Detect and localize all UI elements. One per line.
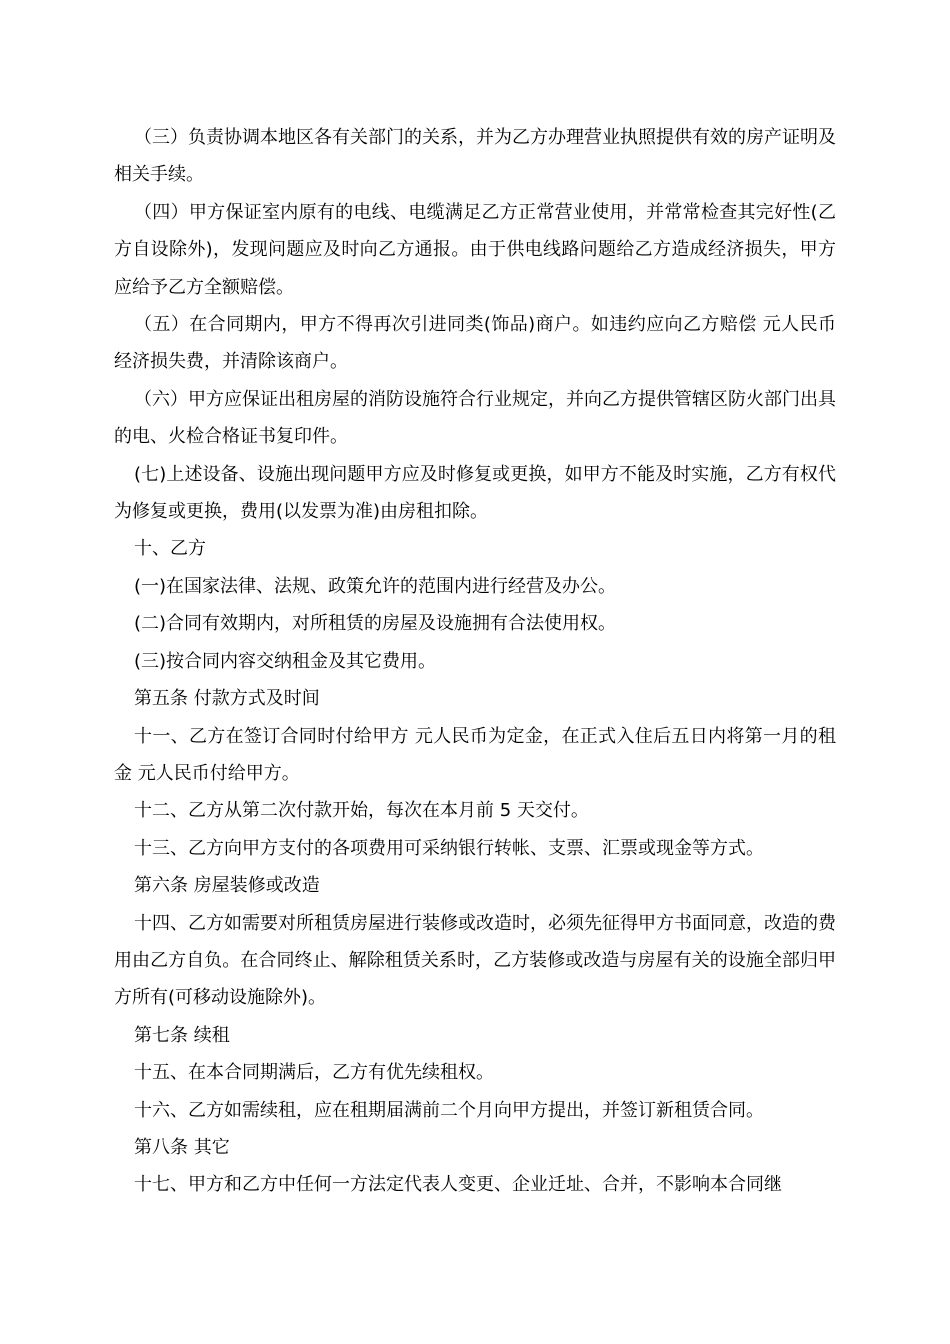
article-heading-8: 第八条 其它 (134, 1136, 230, 1158)
article-heading-7: 第七条 续租 (134, 1024, 230, 1046)
paragraph-tenant-right-2: (二)合同有效期内，对所租赁的房屋及设施拥有合法使用权。 (134, 613, 617, 635)
paragraph-landlord-duty-6: （六）甲方应保证出租房屋的消防设施符合行业规定，并向乙方提供管辖区防火部门出具的电、火检合格证书复印件。 (114, 388, 836, 448)
paragraph-clause-17: 十七、甲方和乙方中任何一方法定代表人变更、企业迁址、合并，不影响本合同继 (134, 1174, 782, 1196)
paragraph-clause-11: 十一、乙方在签订合同时付给甲方 元人民币为定金，在正式入住后五日内将第一月的租金 元人民币付给甲方。 (114, 725, 836, 784)
paragraph-landlord-duty-3: （三）负责协调本地区各有关部门的关系，并为乙方办理营业执照提供有效的房产证明及相关手续。 (114, 127, 836, 186)
paragraph-landlord-duty-7: (七)上述设备、设施出现问题甲方应及时修复或更换，如甲方不能及时实施，乙方有权代为修复或更换，费用(以发票为准)由房租扣除。 (114, 463, 836, 523)
paragraph-clause-15: 十五、在本合同期满后，乙方有优先续租权。 (134, 1062, 494, 1084)
paragraph-landlord-duty-4: （四）甲方保证室内原有的电线、电缆满足乙方正常营业使用，并常常检查其完好性(乙方自设除外)，发现问题应及时向乙方通报。由于供电线路问题给乙方造成经济损失，甲方应给予乙方全额赔偿。 (114, 201, 836, 298)
paragraph-tenant-right-3: (三)按合同内容交纳租金及其它费用。 (134, 650, 437, 672)
paragraph-tenant-right-1: (一)在国家法律、法规、政策允许的范围内进行经营及办公。 (134, 575, 617, 597)
paragraph-clause-16: 十六、乙方如需续租，应在租期届满前二个月向甲方提出，并签订新租赁合同。 (134, 1099, 764, 1121)
paragraph-clause-13: 十三、乙方向甲方支付的各项费用可采纳银行转帐、支票、汇票或现金等方式。 (134, 837, 764, 859)
article-heading-6: 第六条 房屋装修或改造 (134, 875, 320, 897)
paragraph-landlord-duty-5: （五）在合同期内，甲方不得再次引进同类(饰品)商户。如违约应向乙方赔偿 元人民币经济损失费，并清除该商户。 (114, 314, 836, 373)
paragraph-clause-12: 十二、乙方从第二次付款开始，每次在本月前 5 天交付。 (134, 800, 589, 822)
document-body (114, 119, 836, 1204)
section-heading-tenant: 十、乙方 (134, 538, 206, 560)
article-heading-5: 第五条 付款方式及时间 (134, 688, 320, 710)
paragraph-clause-14: 十四、乙方如需要对所租赁房屋进行装修或改造时，必须先征得甲方书面同意，改造的费用由乙方自负。在合同终止、解除租赁关系时，乙方装修或改造与房屋有关的设施全部归甲方所有(可移动设施除外)。 (114, 912, 836, 1009)
